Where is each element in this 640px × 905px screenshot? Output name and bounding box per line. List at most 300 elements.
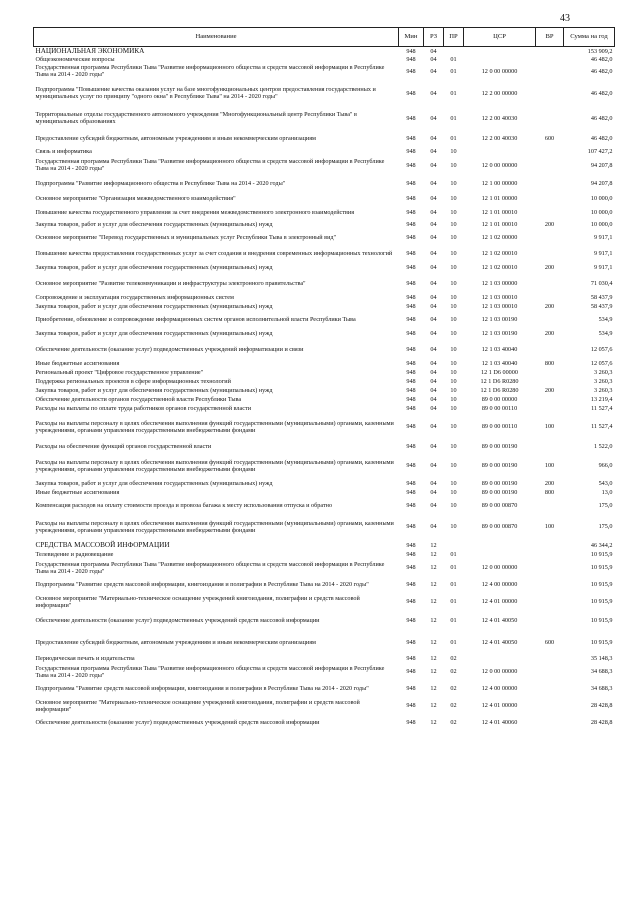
row-sum-cell: 35 148,3 bbox=[590, 655, 613, 663]
header-pr: ПР bbox=[444, 28, 464, 47]
row-name-cell: Подпрограмма "Повышение качества оказания услуг на базе многофункциональных центров предоставления государственных и муниципальных услуг по принципу "одного окна" в Республике Тыва" на 2014 - 2020 годы" bbox=[35, 86, 376, 101]
row-name-cell: Основное мероприятие "Материально-техническое оснащение учреждений книгоиздания, полиграфии и средств массовой информации" bbox=[35, 594, 360, 609]
row-sum-cell: 13,0 bbox=[601, 489, 613, 497]
table-row bbox=[34, 395, 615, 404]
row-min-cell: 948 bbox=[406, 501, 416, 509]
row-pr-cell: 01 bbox=[450, 114, 457, 122]
row-rz-cell: 04 bbox=[430, 55, 437, 63]
table-row bbox=[34, 404, 615, 413]
row-sum-cell: 58 437,9 bbox=[590, 303, 613, 311]
row-sum-cell: 28 428,8 bbox=[590, 719, 613, 727]
row-name-cell: Подпрограмма "Развитие средств массовой информации, книгоиздания и полиграфии в Республике Тыва на 2014 - 2020 годы" bbox=[35, 685, 369, 693]
row-sum-cell: 46 482,0 bbox=[590, 89, 613, 97]
row-csr-cell: 12 0 00 00000 bbox=[481, 161, 518, 169]
row-name-cell: Основное мероприятие "Материально-техническое оснащение учреждений книгоиздания, полиграфии и средств массовой информации" bbox=[35, 698, 360, 713]
row-sum-cell: 10 915,9 bbox=[590, 581, 613, 589]
row-min-cell: 948 bbox=[406, 180, 416, 188]
row-min-cell: 948 bbox=[406, 598, 416, 606]
row-csr-cell: 12 1 03 00010 bbox=[481, 294, 518, 302]
row-min-cell: 948 bbox=[406, 719, 416, 727]
table-row bbox=[34, 192, 615, 204]
row-csr-cell: 12 4 01 40060 bbox=[481, 719, 518, 727]
row-vr-cell: 200 bbox=[544, 221, 555, 229]
row-min-cell: 948 bbox=[406, 480, 416, 488]
row-csr-cell: 12 1 03 00010 bbox=[481, 303, 518, 311]
table-header bbox=[34, 28, 615, 47]
row-name-cell: Расходы на выплаты персоналу в целях обеспечения выполнения функций государственными (муниципальными) органами, казенными учреждениями, органами управления государственными внебюджетными фондами bbox=[35, 519, 394, 534]
row-csr-cell bbox=[464, 147, 536, 155]
row-min-cell: 948 bbox=[406, 114, 416, 122]
row-vr-cell: 800 bbox=[544, 360, 555, 368]
row-name-cell: Подпрограмма "Развитие средств массовой информации, книгоиздания и полиграфии в Республике Тыва на 2014 - 2020 годы" bbox=[35, 581, 369, 589]
row-rz-cell: 04 bbox=[430, 194, 437, 202]
row-vr-cell bbox=[536, 714, 564, 731]
row-rz-cell: 04 bbox=[430, 501, 437, 509]
row-sum-cell: 11 527,4 bbox=[591, 405, 613, 413]
row-csr-cell: 12 4 00 00000 bbox=[481, 685, 518, 693]
row-pr-cell: 10 bbox=[450, 233, 457, 241]
row-pr-cell: 10 bbox=[450, 315, 457, 323]
row-min-cell: 948 bbox=[406, 387, 416, 395]
table-section-row bbox=[34, 47, 615, 56]
row-csr-cell: 12 2 00 40030 bbox=[481, 134, 518, 142]
row-vr-cell: 100 bbox=[544, 423, 555, 431]
row-rz-cell: 12 bbox=[430, 598, 437, 606]
table-body bbox=[34, 47, 615, 732]
row-pr-cell: 01 bbox=[450, 638, 457, 646]
row-sum-cell: 9 917,1 bbox=[593, 233, 613, 241]
table-row bbox=[34, 302, 615, 311]
row-min-cell: 948 bbox=[406, 668, 416, 676]
row-rz-cell: 04 bbox=[430, 480, 437, 488]
row-sum-cell: 13 219,4 bbox=[590, 396, 613, 404]
table-row bbox=[34, 576, 615, 593]
row-name-cell: Приобретение, обновление и сопровождение информационных систем органов исполнительной власти Республики Тыва bbox=[35, 315, 356, 323]
row-pr-cell: 10 bbox=[450, 208, 457, 216]
row-vr-cell: 600 bbox=[544, 638, 555, 646]
row-min-cell: 948 bbox=[406, 279, 416, 287]
row-name-cell: Повышение качества предоставления государственных услуг за счет создания и внедрения современных информационных технологий bbox=[35, 249, 393, 257]
header-name: Наименование bbox=[34, 28, 399, 47]
row-min-cell: 948 bbox=[406, 551, 416, 559]
row-pr-cell: 10 bbox=[450, 279, 457, 287]
row-rz-cell: 12 bbox=[430, 655, 437, 663]
table-row bbox=[34, 273, 615, 293]
row-min-cell: 948 bbox=[406, 702, 416, 710]
row-pr-cell: 02 bbox=[450, 685, 457, 693]
row-csr-cell: 12 1 03 40040 bbox=[481, 360, 518, 368]
row-name-cell: Закупка товаров, работ и услуг для обеспечения государственных (муниципальных) нужд bbox=[35, 480, 273, 488]
row-rz-cell: 04 bbox=[430, 233, 437, 241]
row-csr-cell: 12 1 02 00010 bbox=[481, 249, 518, 257]
row-name-cell: Территориальные отделы государственного автономного учреждения "Многофункциональный центр Республики Тыва" в муниципальных образованиях bbox=[35, 111, 357, 126]
row-csr-cell bbox=[464, 47, 536, 56]
row-name-cell: Закупка товаров, работ и услуг для обеспечения государственных (муниципальных) нужд bbox=[35, 329, 273, 337]
row-vr-cell bbox=[536, 404, 564, 413]
row-vr-cell: 100 bbox=[544, 523, 555, 531]
row-sum-cell: 534,9 bbox=[598, 329, 613, 337]
row-sum-cell: 11 527,4 bbox=[591, 423, 613, 431]
row-min-cell: 948 bbox=[406, 233, 416, 241]
row-min-cell: 948 bbox=[406, 55, 416, 63]
row-csr-cell: 12 1 03 40040 bbox=[481, 345, 518, 353]
row-vr-cell bbox=[536, 311, 564, 327]
table-row bbox=[34, 204, 615, 220]
row-vr-cell bbox=[536, 79, 564, 107]
row-pr-cell: 02 bbox=[450, 719, 457, 727]
row-sum-cell: 28 428,8 bbox=[590, 702, 613, 710]
table-row bbox=[34, 654, 615, 663]
row-name-cell: Подпрограмма "Развитие информационного общества в Республике Тыва на 2014 - 2020 годы" bbox=[35, 180, 286, 188]
row-rz-cell: 04 bbox=[430, 221, 437, 229]
row-rz-cell: 04 bbox=[430, 369, 437, 377]
row-pr-cell: 10 bbox=[450, 489, 457, 497]
row-csr-cell: 12 1 03 00000 bbox=[481, 279, 518, 287]
row-rz-cell: 04 bbox=[430, 489, 437, 497]
row-vr-cell bbox=[536, 155, 564, 175]
row-rz-cell: 04 bbox=[430, 114, 437, 122]
row-pr-cell: 10 bbox=[450, 329, 457, 337]
row-sum-cell: 534,9 bbox=[598, 315, 613, 323]
row-vr-cell bbox=[536, 576, 564, 593]
row-vr-cell bbox=[536, 368, 564, 377]
row-min-cell: 948 bbox=[406, 360, 416, 368]
table-row bbox=[34, 559, 615, 576]
table-row bbox=[34, 147, 615, 155]
table-row bbox=[34, 220, 615, 229]
row-min-cell: 948 bbox=[406, 303, 416, 311]
row-rz-cell: 04 bbox=[430, 396, 437, 404]
table-row bbox=[34, 55, 615, 63]
row-csr-cell bbox=[464, 55, 536, 63]
row-min-cell: 948 bbox=[406, 249, 416, 257]
row-name-cell: Телевидение и радиовещание bbox=[35, 551, 114, 559]
row-rz-cell: 04 bbox=[430, 462, 437, 470]
row-sum-cell: 3 260,3 bbox=[593, 387, 613, 395]
row-pr-cell: 10 bbox=[450, 480, 457, 488]
row-csr-cell: 12 1 01 00010 bbox=[481, 221, 518, 229]
row-rz-cell: 04 bbox=[430, 360, 437, 368]
row-vr-cell: 200 bbox=[544, 263, 555, 271]
header-rz: РЗ bbox=[424, 28, 444, 47]
row-vr-cell bbox=[536, 663, 564, 680]
row-sum-cell: 10 000,0 bbox=[590, 221, 613, 229]
row-pr-cell: 01 bbox=[450, 598, 457, 606]
row-name-cell: Периодическая печать и издательства bbox=[35, 655, 135, 663]
row-name-cell: Закупка товаров, работ и услуг для обеспечения государственных (муниципальных) нужд bbox=[35, 303, 273, 311]
row-min-cell: 948 bbox=[406, 489, 416, 497]
row-vr-cell bbox=[536, 497, 564, 513]
row-min-cell: 948 bbox=[406, 67, 416, 75]
row-min-cell: 948 bbox=[406, 161, 416, 169]
row-sum-cell: 34 688,3 bbox=[590, 685, 613, 693]
row-vr-cell bbox=[536, 395, 564, 404]
row-name-cell: Повышение качества государственного управления за счет внедрения межведомственного электронного взаимодействия bbox=[35, 208, 355, 216]
row-min-cell: 948 bbox=[406, 89, 416, 97]
row-vr-cell bbox=[536, 175, 564, 192]
row-pr-cell: 02 bbox=[450, 655, 457, 663]
row-pr-cell: 01 bbox=[450, 89, 457, 97]
row-min-cell: 948 bbox=[406, 147, 416, 155]
row-csr-cell: 12 1 00 00000 bbox=[481, 180, 518, 188]
row-name-cell: Обеспечение деятельности (оказание услуг) подведомственных учреждений средств массовой информации bbox=[35, 719, 320, 727]
row-rz-cell: 04 bbox=[430, 423, 437, 431]
row-min-cell: 948 bbox=[406, 369, 416, 377]
row-vr-cell bbox=[536, 377, 564, 386]
row-min-cell: 948 bbox=[406, 442, 416, 450]
row-csr-cell: 89 0 00 00870 bbox=[481, 501, 518, 509]
row-sum-cell: 3 260,3 bbox=[593, 378, 613, 386]
row-pr-cell: 10 bbox=[450, 294, 457, 302]
row-sum-cell: 107 427,2 bbox=[587, 147, 613, 155]
row-rz-cell: 04 bbox=[430, 279, 437, 287]
row-pr-cell: 01 bbox=[450, 564, 457, 572]
table-row bbox=[34, 413, 615, 440]
row-vr-cell: 200 bbox=[544, 329, 555, 337]
row-pr-cell: 10 bbox=[450, 396, 457, 404]
row-pr-cell: 10 bbox=[450, 360, 457, 368]
row-vr-cell: 800 bbox=[544, 489, 555, 497]
row-name-cell: Общеэкономические вопросы bbox=[35, 55, 115, 63]
row-csr-cell: 89 0 00 00190 bbox=[481, 489, 518, 497]
row-name-cell: Расходы на выплаты персоналу в целях обеспечения выполнения функций государственными (муниципальными) органами, казенными учреждениями, органами управления государственными внебюджетными фондами bbox=[35, 419, 394, 434]
row-pr-cell: 01 bbox=[450, 55, 457, 63]
row-name-cell: СРЕДСТВА МАССОВОЙ ИНФОРМАЦИИ bbox=[35, 541, 170, 550]
row-name-cell: Закупка товаров, работ и услуг для обеспечения государственных (муниципальных) нужд bbox=[35, 263, 273, 271]
row-rz-cell: 12 bbox=[430, 616, 437, 624]
row-min-cell: 948 bbox=[406, 329, 416, 337]
table-row bbox=[34, 488, 615, 497]
row-rz-cell: 04 bbox=[430, 47, 437, 55]
row-pr-cell: 01 bbox=[450, 134, 457, 142]
row-csr-cell: 12 0 00 00000 bbox=[481, 67, 518, 75]
row-sum-cell: 175,0 bbox=[598, 523, 613, 531]
row-name-cell: Закупка товаров, работ и услуг для обеспечения государственных (муниципальных) нужд bbox=[35, 387, 273, 395]
row-csr-cell bbox=[464, 654, 536, 663]
table-row bbox=[34, 697, 615, 714]
row-vr-cell bbox=[536, 47, 564, 56]
row-min-cell: 948 bbox=[406, 263, 416, 271]
row-pr-cell: 01 bbox=[450, 616, 457, 624]
row-vr-cell bbox=[536, 192, 564, 204]
row-sum-cell: 10 915,9 bbox=[590, 616, 613, 624]
row-vr-cell bbox=[536, 680, 564, 697]
row-pr-cell: 02 bbox=[450, 668, 457, 676]
row-pr-cell: 10 bbox=[450, 501, 457, 509]
row-name-cell: Государственная программа Республики Тыва "Развитие информационного общества и средств массовой информации в Республике Тыва на 2014 - 2020 годы" bbox=[35, 560, 385, 575]
row-sum-cell: 71 030,4 bbox=[590, 279, 613, 287]
row-rz-cell: 04 bbox=[430, 387, 437, 395]
header-vr: ВР bbox=[536, 28, 564, 47]
row-pr-cell: 01 bbox=[450, 551, 457, 559]
row-sum-cell: 94 207,8 bbox=[590, 180, 613, 188]
row-rz-cell: 04 bbox=[430, 303, 437, 311]
row-pr-cell: 10 bbox=[450, 442, 457, 450]
row-rz-cell: 04 bbox=[430, 147, 437, 155]
row-rz-cell: 12 bbox=[430, 581, 437, 589]
table-row bbox=[34, 245, 615, 261]
row-name-cell: Государственная программа Республики Тыва "Развитие информационного общества и средств массовой информации в Республике Тыва на 2014 - 2020 годы" bbox=[35, 664, 385, 679]
row-min-cell: 948 bbox=[406, 294, 416, 302]
row-min-cell: 948 bbox=[406, 541, 416, 549]
row-rz-cell: 04 bbox=[430, 315, 437, 323]
row-rz-cell: 04 bbox=[430, 329, 437, 337]
row-min-cell: 948 bbox=[406, 685, 416, 693]
page-number: 43 bbox=[560, 13, 570, 24]
row-pr-cell: 10 bbox=[450, 161, 457, 169]
row-rz-cell: 04 bbox=[430, 523, 437, 531]
row-pr-cell: 10 bbox=[450, 194, 457, 202]
table-row bbox=[34, 714, 615, 731]
row-vr-cell: 100 bbox=[544, 462, 555, 470]
row-csr-cell: 12 2 00 40030 bbox=[481, 114, 518, 122]
row-rz-cell: 04 bbox=[430, 294, 437, 302]
row-rz-cell: 12 bbox=[430, 719, 437, 727]
row-vr-cell bbox=[536, 63, 564, 79]
table-row bbox=[34, 663, 615, 680]
row-min-cell: 948 bbox=[406, 581, 416, 589]
row-name-cell: Обеспечение деятельности (оказание услуг) подведомственных учреждений средств массовой информации bbox=[35, 616, 320, 624]
row-sum-cell: 175,0 bbox=[598, 501, 613, 509]
row-sum-cell: 12 057,6 bbox=[590, 360, 613, 368]
row-csr-cell: 12 4 01 00000 bbox=[481, 598, 518, 606]
row-csr-cell: 12 4 01 40050 bbox=[481, 616, 518, 624]
row-sum-cell: 46 344,2 bbox=[590, 541, 613, 549]
row-pr-cell: 10 bbox=[450, 180, 457, 188]
row-min-cell: 948 bbox=[406, 134, 416, 142]
row-rz-cell: 04 bbox=[430, 345, 437, 353]
row-csr-cell: 89 0 00 00000 bbox=[481, 396, 518, 404]
table-row bbox=[34, 593, 615, 610]
row-sum-cell: 46 482,0 bbox=[590, 55, 613, 63]
table-row bbox=[34, 377, 615, 386]
table-row bbox=[34, 155, 615, 175]
row-name-cell: Основное мероприятие "Организация межведомственного взаимодействия" bbox=[35, 194, 236, 202]
header-csr: ЦСР bbox=[464, 28, 536, 47]
row-pr-cell: 01 bbox=[450, 581, 457, 589]
row-sum-cell: 94 207,8 bbox=[590, 161, 613, 169]
table-row bbox=[34, 107, 615, 129]
row-min-cell: 948 bbox=[406, 47, 416, 55]
row-rz-cell: 12 bbox=[430, 551, 437, 559]
table-row bbox=[34, 79, 615, 107]
row-csr-cell: 89 0 00 00190 bbox=[481, 462, 518, 470]
row-rz-cell: 04 bbox=[430, 134, 437, 142]
row-csr-cell: 12 1 D6 00000 bbox=[481, 369, 518, 377]
row-rz-cell: 12 bbox=[430, 564, 437, 572]
row-vr-cell bbox=[536, 440, 564, 452]
row-min-cell: 948 bbox=[406, 315, 416, 323]
row-csr-cell: 12 4 00 00000 bbox=[481, 581, 518, 589]
row-pr-cell: 10 bbox=[450, 345, 457, 353]
row-rz-cell: 04 bbox=[430, 89, 437, 97]
row-rz-cell: 12 bbox=[430, 702, 437, 710]
row-vr-cell bbox=[536, 339, 564, 359]
row-name-cell: Государственная программа Республики Тыва "Развитие информационного общества и средств массовой информации в Республике Тыва на 2014 - 2020 годы" bbox=[35, 64, 385, 79]
row-vr-cell bbox=[536, 593, 564, 610]
row-rz-cell: 12 bbox=[430, 638, 437, 646]
row-rz-cell: 04 bbox=[430, 263, 437, 271]
row-pr-cell: 10 bbox=[450, 405, 457, 413]
row-name-cell: Предоставление субсидий бюджетным, автономным учреждениям и иным некоммерческим организациям bbox=[35, 638, 316, 646]
row-csr-cell: 12 4 01 40050 bbox=[481, 638, 518, 646]
row-name-cell: Расходы на выплаты персоналу в целях обеспечения выполнения функций государственными (муниципальными) органами, казенными учреждениями, органами управления государственными внебюджетными фондами bbox=[35, 458, 394, 473]
row-pr-cell: 10 bbox=[450, 303, 457, 311]
row-sum-cell: 543,0 bbox=[598, 480, 613, 488]
row-rz-cell: 12 bbox=[430, 541, 437, 549]
row-name-cell: Государственная программа Республики Тыва "Развитие информационного общества и средств массовой информации в Республике Тыва на 2014 - 2020 годы" bbox=[35, 158, 385, 173]
row-rz-cell: 12 bbox=[430, 685, 437, 693]
row-min-cell: 948 bbox=[406, 616, 416, 624]
row-sum-cell: 34 688,3 bbox=[590, 668, 613, 676]
row-name-cell: Сопровождение и эксплуатация государственных информационных систем bbox=[35, 294, 234, 302]
row-sum-cell: 46 482,0 bbox=[590, 67, 613, 75]
row-name-cell: Расходы на выплаты по оплате труда работников органов государственной власти bbox=[35, 405, 252, 413]
row-min-cell: 948 bbox=[406, 564, 416, 572]
table-row bbox=[34, 175, 615, 192]
row-sum-cell: 10 915,9 bbox=[590, 638, 613, 646]
row-min-cell: 948 bbox=[406, 462, 416, 470]
row-sum-cell: 46 482,0 bbox=[590, 134, 613, 142]
row-min-cell: 948 bbox=[406, 194, 416, 202]
row-vr-cell bbox=[536, 107, 564, 129]
table-row bbox=[34, 129, 615, 147]
row-vr-cell bbox=[536, 245, 564, 261]
row-name-cell: Основное мероприятие "Перевод государственных и муниципальных услуг Республики Тыва в электронный вид" bbox=[35, 233, 337, 241]
table-row bbox=[34, 261, 615, 273]
row-vr-cell bbox=[536, 550, 564, 559]
row-pr-cell bbox=[444, 47, 464, 56]
row-csr-cell: 12 1 03 00190 bbox=[481, 315, 518, 323]
row-min-cell: 948 bbox=[406, 523, 416, 531]
row-sum-cell: 12 057,6 bbox=[590, 345, 613, 353]
row-sum-cell: 58 437,9 bbox=[590, 294, 613, 302]
row-name-cell: Основное мероприятие "Развитие телекоммуникации и инфраструктуры электронного правительства" bbox=[35, 279, 306, 287]
table-row bbox=[34, 339, 615, 359]
row-name-cell: Связь и информатика bbox=[35, 147, 92, 155]
row-min-cell: 948 bbox=[406, 345, 416, 353]
header-sum: Сумма на год bbox=[564, 28, 615, 47]
table-row bbox=[34, 497, 615, 513]
row-vr-cell bbox=[536, 229, 564, 245]
row-vr-cell bbox=[536, 293, 564, 302]
row-rz-cell: 04 bbox=[430, 378, 437, 386]
row-name-cell: Обеспечение деятельности (оказание услуг) подведомственных учреждений информатизации и связи bbox=[35, 345, 304, 353]
row-min-cell: 948 bbox=[406, 221, 416, 229]
table-row bbox=[34, 479, 615, 488]
row-name-cell: Предоставление субсидий бюджетным, автономным учреждениям и иным некоммерческим организациям bbox=[35, 134, 316, 142]
table-row bbox=[34, 680, 615, 697]
row-pr-cell: 01 bbox=[450, 67, 457, 75]
row-pr-cell: 10 bbox=[450, 249, 457, 257]
row-vr-cell: 200 bbox=[544, 387, 555, 395]
row-vr-cell bbox=[536, 273, 564, 293]
row-csr-cell bbox=[464, 540, 536, 550]
row-name-cell: Компенсация расходов на оплату стоимости проезда и провоза багажа к месту использования отпуска и обратно bbox=[35, 501, 333, 509]
header-min: Мин bbox=[399, 28, 424, 47]
row-sum-cell: 10 000,0 bbox=[590, 194, 613, 202]
row-name-cell: Региональный проект "Цифровое государственное управление" bbox=[35, 369, 204, 377]
row-name-cell: Иные бюджетные ассигнования bbox=[35, 360, 120, 368]
table-row bbox=[34, 63, 615, 79]
row-rz-cell: 04 bbox=[430, 180, 437, 188]
row-csr-cell: 89 0 00 00110 bbox=[481, 423, 518, 431]
row-csr-cell: 12 1 01 00010 bbox=[481, 208, 518, 216]
row-sum-cell: 10 000,0 bbox=[590, 208, 613, 216]
row-csr-cell: 12 0 00 00000 bbox=[481, 564, 518, 572]
table-row bbox=[34, 630, 615, 654]
row-sum-cell: 10 915,9 bbox=[590, 551, 613, 559]
